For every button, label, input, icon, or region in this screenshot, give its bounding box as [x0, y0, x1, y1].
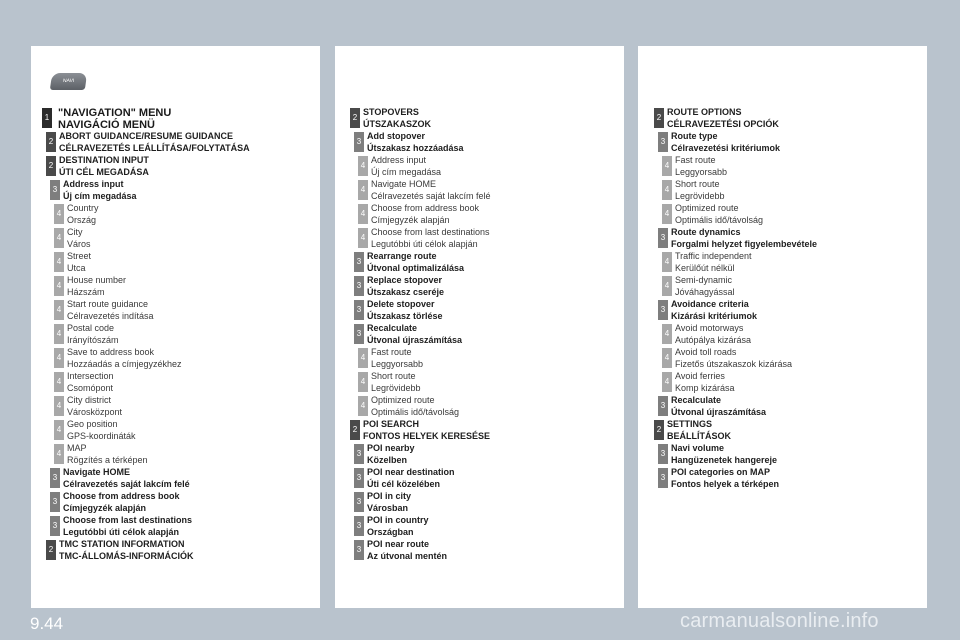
entry-label-en: Recalculate — [367, 323, 418, 333]
level-badge: 4 — [54, 204, 64, 224]
entry-text — [63, 179, 137, 202]
entry-text — [63, 515, 192, 538]
entry-text — [67, 251, 91, 274]
entry-text — [675, 155, 727, 178]
entry-label-en: Traffic independent — [675, 251, 752, 261]
entry-label-en: Address input — [371, 155, 427, 165]
level-badge: 4 — [662, 276, 672, 296]
entry-text — [363, 419, 490, 442]
entry-label-hu: Városban — [367, 502, 409, 513]
entry-label-hu: Úti cél közelében — [367, 478, 441, 489]
entry-text — [371, 371, 421, 394]
entry-label-en: City — [67, 227, 83, 237]
level-badge: 2 — [654, 108, 664, 128]
entry-text — [67, 347, 182, 370]
entry-label-hu: CÉLRAVEZETÉS LEÁLLÍTÁSA/FOLYTATÁSA — [59, 142, 250, 153]
entry-label-en: Navi volume — [671, 443, 725, 453]
entry-label-hu: Útvonal újraszámítása — [367, 334, 463, 345]
entry-text — [367, 275, 444, 298]
entry-label-en: Avoid toll roads — [675, 347, 737, 357]
entry-text — [671, 467, 779, 490]
entry-label-hu: Célravezetés saját lakcím felé — [371, 190, 491, 201]
level-badge: 4 — [54, 276, 64, 296]
entry-label-hu: Város — [67, 238, 91, 249]
entry-label-en: POI in city — [367, 491, 412, 501]
entry-label-hu: Forgalmi helyzet figyelembevétele — [671, 238, 818, 249]
entry-label-en: POI in country — [367, 515, 429, 525]
entry-label-hu: FONTOS HELYEK KERESÉSE — [363, 430, 491, 441]
level-badge: 3 — [354, 324, 364, 344]
entry-text — [59, 539, 193, 562]
level-badge: 2 — [46, 156, 56, 176]
entry-label-en: Choose from last destinations — [371, 227, 490, 237]
entry-label-hu: Komp kizárása — [675, 382, 735, 393]
entry-text — [67, 227, 91, 250]
level-badge: 3 — [354, 300, 364, 320]
entry-text — [367, 539, 447, 562]
entry-label-hu: Csomópont — [67, 382, 114, 393]
entry-label-en: Short route — [675, 179, 720, 189]
entry-label-en: Choose from address book — [371, 203, 480, 213]
level-badge: 4 — [662, 204, 672, 224]
entry-label-hu: Legutóbbi úti célok alapján — [371, 238, 478, 249]
level-badge: 3 — [658, 444, 668, 464]
entry-label-hu: Új cím megadása — [371, 166, 442, 177]
entry-text — [58, 107, 171, 131]
entry-text — [63, 467, 190, 490]
entry-label-en: POI categories on MAP — [671, 467, 771, 477]
nav-button-icon: NAVI — [50, 73, 87, 90]
level-badge: 3 — [354, 540, 364, 560]
entry-text — [371, 347, 423, 370]
entry-text — [371, 395, 459, 418]
entry-label-hu: Kerülőút nélkül — [675, 262, 735, 273]
entry-text — [67, 371, 114, 394]
entry-label-en: Country — [67, 203, 99, 213]
level-badge: 3 — [50, 492, 60, 512]
entry-text — [667, 107, 779, 130]
entry-text — [667, 419, 731, 442]
entry-text — [67, 299, 154, 322]
page-number: 9.44 — [30, 614, 64, 633]
entry-label-hu: Útvonal optimalizálása — [367, 262, 465, 273]
entry-text — [367, 299, 443, 322]
entry-text — [367, 131, 464, 154]
entry-label-hu: Ország — [67, 214, 97, 225]
entry-text — [671, 227, 817, 250]
entry-label-hu: Útszakasz cseréje — [367, 286, 445, 297]
level-badge: 3 — [658, 228, 668, 248]
level-badge: 3 — [50, 516, 60, 536]
entry-label-hu: Címjegyzék alapján — [63, 502, 147, 513]
entry-text — [59, 155, 149, 178]
watermark: carmanualsonline.info — [680, 610, 879, 632]
level-badge: 4 — [54, 396, 64, 416]
entry-text — [675, 251, 752, 274]
entry-text — [671, 395, 766, 418]
entry-label-en: POI near destination — [367, 467, 455, 477]
entry-label-hu: CÉLRAVEZETÉSI OPCIÓK — [667, 118, 779, 129]
level-badge: 4 — [358, 204, 368, 224]
level-badge: 2 — [350, 420, 360, 440]
entry-label-en: Geo position — [67, 419, 118, 429]
entry-label-en: Replace stopover — [367, 275, 443, 285]
level-badge: 4 — [54, 372, 64, 392]
entry-label-en: POI nearby — [367, 443, 415, 453]
entry-label-en: ROUTE OPTIONS — [667, 107, 742, 117]
entry-label-hu: Optimális idő/távolság — [675, 214, 764, 225]
entry-label-hu: Kizárási kritériumok — [671, 310, 758, 321]
entry-label-hu: Útszakasz hozzáadása — [367, 142, 464, 153]
entry-label-hu: Irányítószám — [67, 334, 119, 345]
level-badge: 3 — [658, 300, 668, 320]
entry-label-hu: Optimális idő/távolság — [371, 406, 460, 417]
entry-label-en: Delete stopover — [367, 299, 435, 309]
entry-label-hu: GPS-koordináták — [67, 430, 136, 441]
entry-label-hu: Az útvonal mentén — [367, 550, 448, 561]
entry-text — [67, 443, 148, 466]
entry-text — [67, 419, 136, 442]
entry-label-hu: Jóváhagyással — [675, 286, 735, 297]
level-badge: 4 — [54, 228, 64, 248]
entry-label-en: Fast route — [675, 155, 716, 165]
entry-label-en: Street — [67, 251, 92, 261]
entry-label-en: Navigate HOME — [63, 467, 131, 477]
level-badge: 4 — [662, 156, 672, 176]
entry-label-en: Semi-dynamic — [675, 275, 733, 285]
entry-text — [367, 491, 411, 514]
entry-label-hu: Hozzáadás a címjegyzékhez — [67, 358, 182, 369]
level-badge: 4 — [54, 444, 64, 464]
entry-label-en: Start route guidance — [67, 299, 149, 309]
entry-text — [67, 275, 126, 298]
level-badge: 4 — [54, 420, 64, 440]
entry-label-en: "NAVIGATION" MENU — [58, 107, 172, 119]
entry-text — [67, 395, 122, 418]
entry-label-hu: Országban — [367, 526, 414, 537]
level-badge: 3 — [658, 396, 668, 416]
entry-label-en: Avoidance criteria — [671, 299, 749, 309]
level-badge: 2 — [350, 108, 360, 128]
entry-text — [367, 443, 415, 466]
entry-label-en: Short route — [371, 371, 416, 381]
entry-label-en: Avoid ferries — [675, 371, 725, 381]
entry-text — [367, 467, 455, 490]
entry-text — [367, 515, 429, 538]
level-badge: 4 — [358, 396, 368, 416]
entry-text — [371, 227, 490, 250]
entry-label-hu: ÚTSZAKASZOK — [363, 118, 431, 129]
entry-text — [59, 131, 250, 154]
entry-label-en: Add stopover — [367, 131, 426, 141]
entry-label-hu: BEÁLLÍTÁSOK — [667, 430, 731, 441]
level-badge: 4 — [358, 156, 368, 176]
level-badge: 3 — [50, 468, 60, 488]
entry-label-hu: TMC-ÁLLOMÁS-INFORMÁCIÓK — [59, 550, 194, 561]
entry-label-en: Avoid motorways — [675, 323, 744, 333]
entry-label-en: ABORT GUIDANCE/RESUME GUIDANCE — [59, 131, 234, 141]
level-badge: 4 — [662, 372, 672, 392]
entry-label-en: Save to address book — [67, 347, 155, 357]
entry-label-en: Choose from last destinations — [63, 515, 193, 525]
entry-label-hu: Fizetős útszakaszok kizárása — [675, 358, 793, 369]
level-badge: 4 — [54, 300, 64, 320]
entry-label-hu: Célravezetés saját lakcím felé — [63, 478, 190, 489]
entry-label-en: Optimized route — [675, 203, 739, 213]
level-badge: 4 — [358, 228, 368, 248]
level-badge: 4 — [54, 252, 64, 272]
entry-text — [675, 179, 725, 202]
level-badge: 2 — [654, 420, 664, 440]
entry-label-en: POI SEARCH — [363, 419, 420, 429]
level-badge: 4 — [358, 348, 368, 368]
entry-label-hu: Közelben — [367, 454, 408, 465]
level-badge: 3 — [658, 468, 668, 488]
entry-label-en: Fast route — [371, 347, 412, 357]
entry-text — [363, 107, 431, 130]
entry-text — [371, 179, 491, 202]
level-badge: 4 — [54, 324, 64, 344]
entry-label-en: Navigate HOME — [371, 179, 437, 189]
entry-label-hu: Legrövidebb — [675, 190, 725, 201]
level-badge: 3 — [354, 468, 364, 488]
level-badge: 3 — [354, 276, 364, 296]
entry-label-en: STOPOVERS — [363, 107, 419, 117]
entry-label-hu: Autópálya kizárása — [675, 334, 752, 345]
entry-text — [367, 251, 464, 274]
entry-text — [63, 491, 180, 514]
entry-label-hu: Utca — [67, 262, 86, 273]
entry-label-hu: Legrövidebb — [371, 382, 421, 393]
level-badge: 4 — [358, 180, 368, 200]
level-badge: 4 — [662, 180, 672, 200]
entry-text — [371, 203, 479, 226]
entry-text — [67, 203, 99, 226]
entry-label-en: City district — [67, 395, 112, 405]
entry-label-hu: Városközpont — [67, 406, 123, 417]
entry-label-en: SETTINGS — [667, 419, 713, 429]
entry-label-hu: Fontos helyek a térképen — [671, 478, 780, 489]
entry-label-hu: Rögzítés a térképen — [67, 454, 148, 465]
entry-label-hu: Hangüzenetek hangereje — [671, 454, 778, 465]
entry-text — [671, 299, 757, 322]
entry-label-hu: Legutóbbi úti célok alapján — [63, 526, 180, 537]
entry-label-en: Route dynamics — [671, 227, 741, 237]
entry-label-hu: Új cím megadása — [63, 190, 137, 201]
entry-text — [675, 203, 763, 226]
level-badge: 3 — [354, 492, 364, 512]
entry-text — [675, 347, 792, 370]
entry-label-en: Route type — [671, 131, 718, 141]
entry-text — [675, 323, 751, 346]
entry-label-en: Postal code — [67, 323, 115, 333]
level-badge: 2 — [46, 132, 56, 152]
entry-label-hu: ÚTI CÉL MEGADÁSA — [59, 166, 149, 177]
level-badge: 4 — [54, 348, 64, 368]
entry-label-en: Intersection — [67, 371, 114, 381]
level-badge: 4 — [358, 372, 368, 392]
level-badge: 3 — [354, 252, 364, 272]
entry-label-hu: Útvonal újraszámítása — [671, 406, 767, 417]
entry-label-hu: Leggyorsabb — [371, 358, 424, 369]
level-badge: 4 — [662, 252, 672, 272]
entry-label-en: POI near route — [367, 539, 430, 549]
level-badge: 1 — [42, 108, 52, 128]
entry-label-en: Choose from address book — [63, 491, 180, 501]
entry-text — [671, 443, 777, 466]
entry-text — [675, 371, 735, 394]
entry-label-en: MAP — [67, 443, 87, 453]
level-badge: 3 — [354, 516, 364, 536]
entry-label-en: Rearrange route — [367, 251, 437, 261]
level-badge: 2 — [46, 540, 56, 560]
entry-label-hu: Célravezetési kritériumok — [671, 142, 781, 153]
level-badge: 3 — [50, 180, 60, 200]
entry-label-en: Recalculate — [671, 395, 722, 405]
entry-label-hu: Célravezetés indítása — [67, 310, 154, 321]
level-badge: 3 — [658, 132, 668, 152]
level-badge: 4 — [662, 348, 672, 368]
entry-label-hu: Házszám — [67, 286, 105, 297]
entry-text — [367, 323, 462, 346]
entry-text — [371, 155, 441, 178]
level-badge: 3 — [354, 444, 364, 464]
entry-text — [67, 323, 119, 346]
entry-label-en: Optimized route — [371, 395, 435, 405]
entry-label-hu: Leggyorsabb — [675, 166, 728, 177]
entry-label-en: House number — [67, 275, 127, 285]
level-badge: 3 — [354, 132, 364, 152]
entry-label-hu: Címjegyzék alapján — [371, 214, 450, 225]
level-badge: 4 — [662, 324, 672, 344]
entry-label-en: TMC STATION INFORMATION — [59, 539, 185, 549]
entry-label-hu: NAVIGÁCIÓ MENÜ — [58, 119, 155, 131]
entry-text — [675, 275, 735, 298]
entry-label-en: DESTINATION INPUT — [59, 155, 149, 165]
entry-text — [671, 131, 780, 154]
entry-label-hu: Útszakasz törlése — [367, 310, 443, 321]
entry-label-en: Address input — [63, 179, 124, 189]
